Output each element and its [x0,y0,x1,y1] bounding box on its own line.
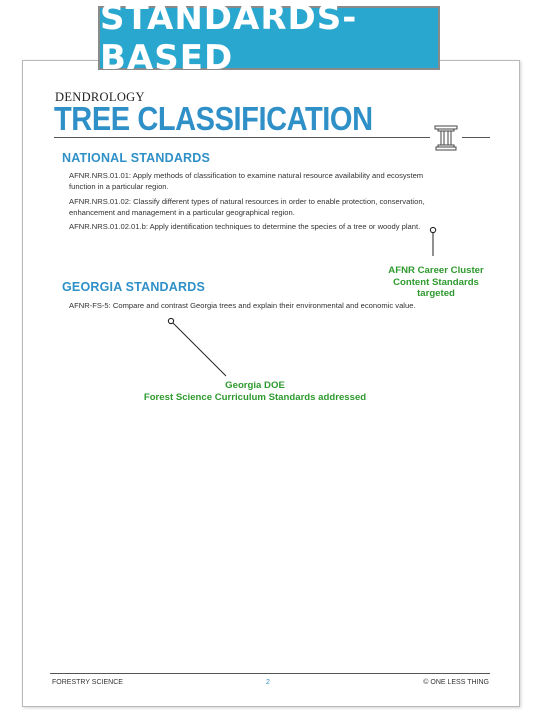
afnr-callout-line-1: AFNR Career Cluster [388,265,484,276]
banner-text: STANDARDS-BASED [100,0,358,78]
page-kicker: DENDROLOGY [55,90,145,104]
national-standard-2: AFNR.NRS.01.02: Classify different types of natural resources in order to enable protection, conservation, enhancement and management in a particular geographical region. [69,197,425,217]
national-standard-3: AFNR.NRS.01.02.01.b: Apply identification techniques to determine the species of a tree or woody plant. [69,222,421,231]
page-title: TREE CLASSIFICATION [54,100,373,137]
georgia-callout-line-2: Forest Science Curriculum Standards addressed [143,391,367,403]
title-rule-left [54,137,430,138]
georgia-standard-1: AFNR-FS-5: Compare and contrast Georgia trees and explain their environmental and economic value. [69,301,416,310]
afnr-callout-line-2: Content Standards [393,276,479,288]
georgia-callout [140,380,370,403]
afnr-callout-line-3: targeted [417,288,455,299]
footer-course: FORESTRY SCIENCE [52,679,123,686]
georgia-callout-line-1: Georgia DOE [225,380,285,391]
afnr-callout [386,265,486,300]
standards-banner [98,0,440,78]
georgia-standards-heading: GEORGIA STANDARDS [62,280,205,294]
footer-rule [50,673,490,674]
national-standards-heading: NATIONAL STANDARDS [62,151,211,165]
column-icon [434,125,458,151]
footer-page-number: 2 [266,679,270,686]
footer-copyright: © ONE LESS THING [423,679,489,686]
title-rule-right [462,137,490,138]
national-standard-1: AFNR.NRS.01.01: Apply methods of classification to examine natural resource availability and ecosystem function in a particular region. [69,171,424,191]
